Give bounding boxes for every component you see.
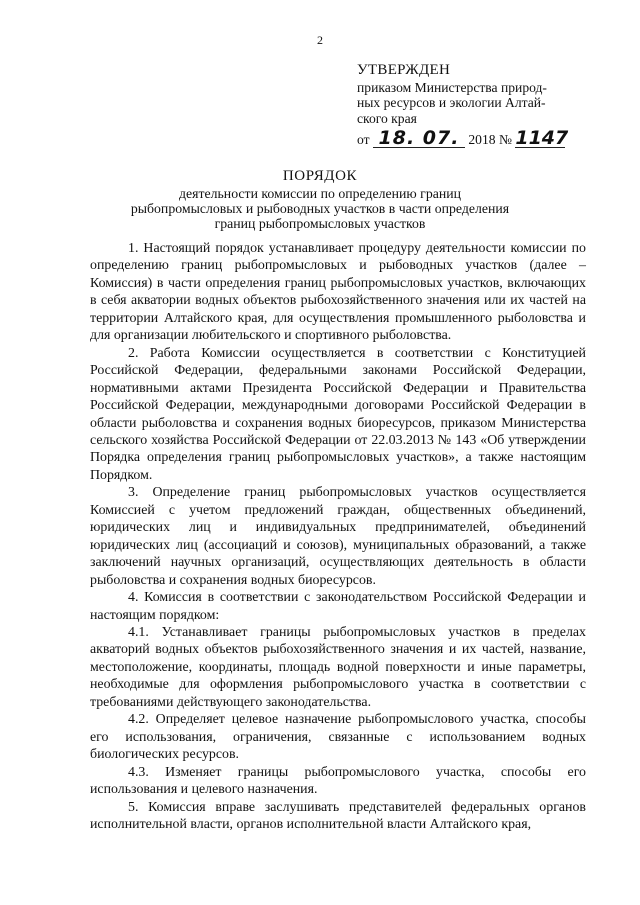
paragraph-4-2: 4.2. Определяет целевое назначение рыбопромыслового участка, способы его использования, ограничения, связанные с использованием водных биологических ресурсов. xyxy=(90,712,586,763)
paragraph-3: 3. Определение границ рыбопромысловых участков осуществляется Комиссией с учетом предложений граждан, общественных объединений, юридических лиц и индивидуальных предпринимателей, объединений юридических лиц (ассоциаций и союзов), муниципальных образований, а также заключений научных организаций, осуществляющих деятельность в области рыболовства и сохранения водных биоресурсов. xyxy=(90,485,586,588)
approval-line: ных ресурсов и экологии Алтай- xyxy=(357,95,546,110)
subtitle-line: границ рыбопромысловых участков xyxy=(214,216,426,231)
approved-title: УТВЕРЖДЕН xyxy=(357,62,451,78)
year-and-number-label: 2018 № xyxy=(468,132,512,147)
page-number: 2 xyxy=(317,33,323,47)
paragraph-1: 1. Настоящий порядок устанавливает процедуру деятельности комиссии по определению границ рыбопромысловых и рыбоводных участков (далее – Комиссия) в части определения границ рыбопромысловых участков, включающих в себя акватории водных объектов рыбохозяйственного значения или их частей на территории Алтайского края, для осуществления промышленного рыболовства и для организации любительского и спортивного рыболовства. xyxy=(90,241,586,344)
paragraph-2: 2. Работа Комиссии осуществляется в соответствии с Конституцией Российской Федерации, федеральными законами Российской Федерации, нормативными актами Президента Российской Федерации и Правительства Российской Федерации, международными договорами Российской Федерации в области рыболовства и сохранения водных биоресурсов, приказом Министерства сельского хозяйства Российской Федерации от 22.03.2013 № 143 «Об утверждении Порядка определения границ рыбопромысловых участков», а также настоящим Порядком. xyxy=(90,345,586,483)
document-title: ПОРЯДОК xyxy=(282,168,358,184)
document-body xyxy=(90,240,586,833)
subtitle-line: рыбопромысловых и рыбоводных участков в части определения xyxy=(130,201,510,216)
paragraph-4-3: 4.3. Изменяет границы рыбопромыслового участка, способы его использования и целевого назначения. xyxy=(90,764,586,798)
paragraph-5: 5. Комиссия вправе заслушивать представителей федеральных органов исполнительной власти, органов исполнительной власти Алтайского края, xyxy=(90,799,586,832)
approval-block xyxy=(357,63,587,148)
document-subtitle xyxy=(120,186,520,231)
handwritten-order-number: 1147 xyxy=(515,127,569,149)
order-date-row xyxy=(357,129,587,148)
date-prefix: от xyxy=(357,132,370,147)
paragraph-4-1: 4.1. Устанавливает границы рыбопромысловых участков в пределах акваторий водных объектов рыбохозяйственного значения и их частей, название, местоположение, координаты, площадь водной поверхности и иные параметры, необходимые для оформления рыбопромыслового участка в соответствии с требованиями действующего законодательства. xyxy=(90,624,586,710)
subtitle-line: деятельности комиссии по определению границ xyxy=(178,186,461,201)
handwritten-date: 18. 07. xyxy=(373,129,465,148)
approval-line: приказом Министерства природ- xyxy=(357,79,547,95)
approval-line: ского края xyxy=(357,110,417,126)
paragraph-4: 4. Комиссия в соответствии с законодательством Российской Федерации и настоящим порядком: xyxy=(90,590,586,623)
